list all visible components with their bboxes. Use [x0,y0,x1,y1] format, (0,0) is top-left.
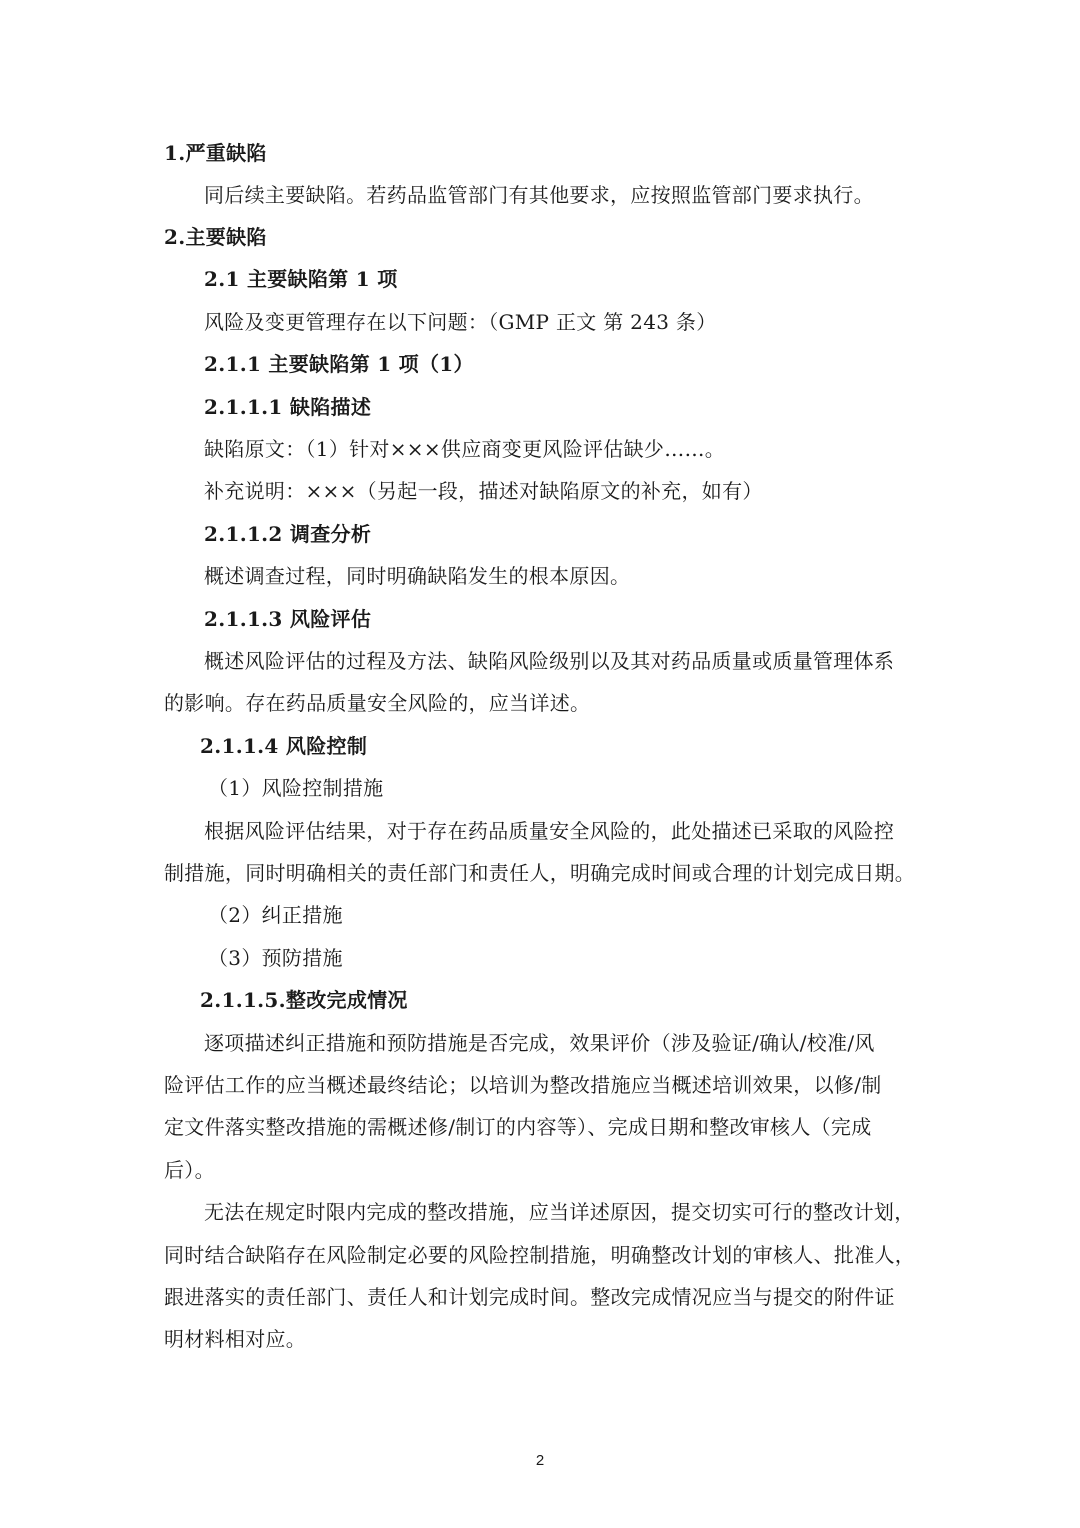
paragraph: 定文件落实整改措施的需概述修/制订的内容等）、完成日期和整改审核人（完成 [164,1115,872,1139]
list-item: （1）风险控制措施 [208,776,384,800]
section-heading: 2.主要缺陷 [164,225,267,249]
paragraph: 根据风险评估结果，对于存在药品质量安全风险的，此处描述已采取的风险控 [204,819,895,843]
paragraph: 风险及变更管理存在以下问题：（GMP 正文 第 243 条） [204,310,717,334]
paragraph: 同时结合缺陷存在风险制定必要的风险控制措施，明确整改计划的审核人、批准人， [164,1243,916,1267]
paragraph: 跟进落实的责任部门、责任人和计划完成时间。整改完成情况应当与提交的附件证 [164,1285,895,1309]
paragraph: 明材料相对应。 [164,1327,307,1351]
subsection-heading: 2.1.1.3 风险评估 [204,607,372,631]
subsection-heading: 2.1.1.4 风险控制 [200,734,368,758]
paragraph: 无法在规定时限内完成的整改措施，应当详述原因，提交切实可行的整改计划， [204,1200,915,1224]
page-number: 2 [535,1452,545,1469]
section-heading: 1.严重缺陷 [164,141,267,165]
paragraph: 逐项描述纠正措施和预防措施是否完成，效果评价（涉及验证/确认/校准/风 [204,1031,875,1055]
subsection-heading: 2.1.1 主要缺陷第 1 项（1） [204,352,474,376]
subsection-heading: 2.1 主要缺陷第 1 项 [204,267,398,291]
paragraph: 缺陷原文：（1）针对×××供应商变更风险评估缺少……。 [204,437,726,461]
paragraph: 概述调查过程，同时明确缺陷发生的根本原因。 [204,564,631,588]
subsection-heading: 2.1.1.2 调查分析 [204,522,372,546]
paragraph: 的影响。存在药品质量安全风险的，应当详述。 [164,691,591,715]
subsection-heading: 2.1.1.5.整改完成情况 [200,988,408,1012]
paragraph: 概述风险评估的过程及方法、缺陷风险级别以及其对药品质量或质量管理体系 [204,649,895,673]
paragraph: 制措施，同时明确相关的责任部门和责任人，明确完成时间或合理的计划完成日期。 [164,861,916,885]
list-item: （2）纠正措施 [208,903,343,927]
paragraph: 后）。 [164,1158,215,1182]
paragraph: 补充说明：×××（另起一段，描述对缺陷原文的补充，如有） [204,479,763,503]
paragraph: 险评估工作的应当概述最终结论；以培训为整改措施应当概述培训效果，以修/制 [164,1073,882,1097]
paragraph: 同后续主要缺陷。若药品监管部门有其他要求，应按照监管部门要求执行。 [204,183,874,207]
subsection-heading: 2.1.1.1 缺陷描述 [204,395,372,419]
list-item: （3）预防措施 [208,946,343,970]
